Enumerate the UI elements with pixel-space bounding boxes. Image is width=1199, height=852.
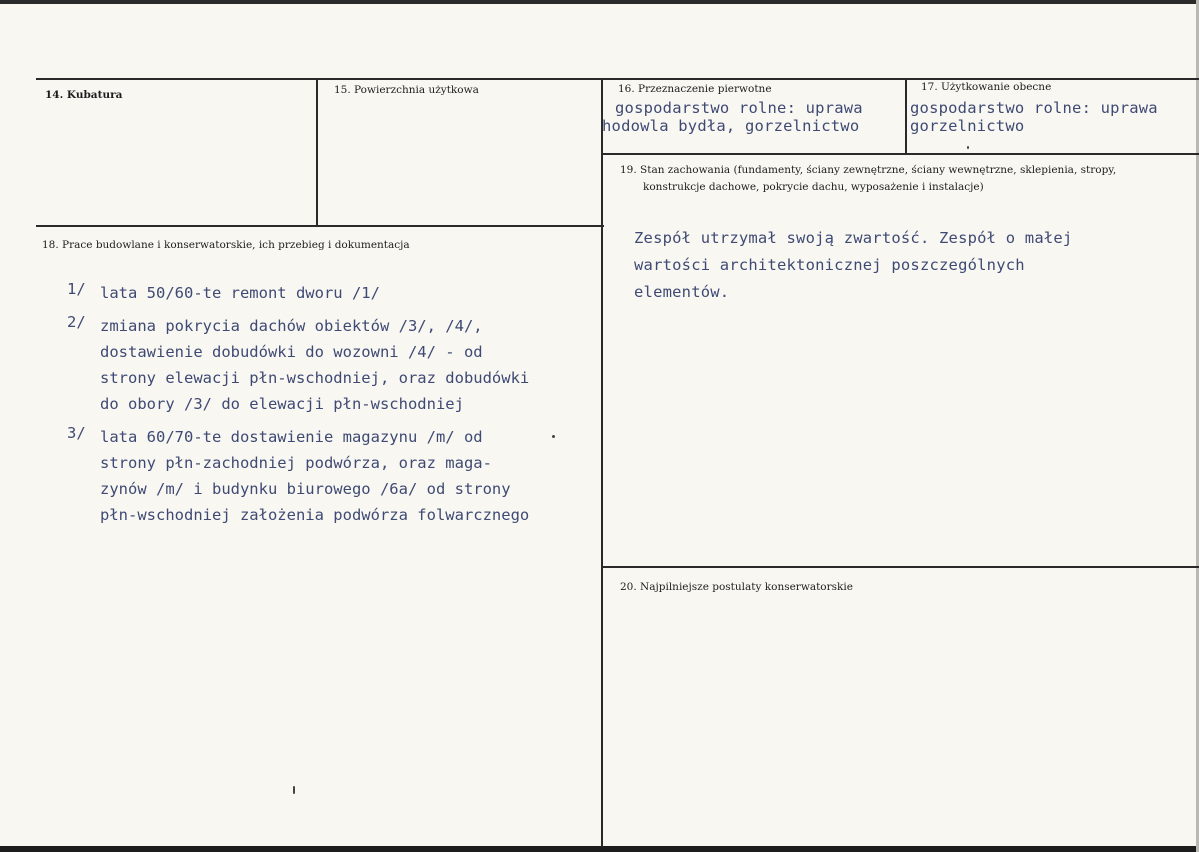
- field-19-value-line1: Zespół utrzymał swoją zwartość. Zespół o małej: [634, 229, 1073, 247]
- works-item-line: lata 50/60-te remont dworu /1/: [100, 284, 380, 302]
- row-19-top-border: [602, 153, 1199, 155]
- works-item-line: dostawienie dobudówki do wozowni /4/ - od: [100, 343, 483, 361]
- field-19-value-line2: wartości architektonicznej poszczególnych: [634, 256, 1025, 274]
- works-item-line: zynów /m/ i budynku biurowego /6a/ od strony: [100, 480, 511, 498]
- field-16-value-line1: gospodarstwo rolne: uprawa: [615, 99, 863, 117]
- field-18-works-list: [67, 280, 529, 528]
- scan-speck: [967, 146, 969, 149]
- scan-edge-top: [0, 0, 1199, 4]
- row-20-top-border: [602, 566, 1199, 568]
- row-18-top-border: [36, 225, 604, 227]
- works-item-line: zmiana pokrycia dachów obiektów /3/, /4/,: [100, 317, 483, 335]
- divider-center: [601, 78, 603, 847]
- works-item-line: do obory /3/ do elewacji płn-wschodniej: [100, 395, 464, 413]
- field-18-label: 18. Prace budowlane i konserwatorskie, ich przebieg i dokumentacja: [42, 239, 410, 251]
- works-item: [67, 424, 529, 528]
- field-19-label-line1: 19. Stan zachowania (fundamenty, ściany zewnętrzne, ściany wewnętrzne, sklepienia, stropy,: [620, 164, 1117, 176]
- field-17-label: 17. Użytkowanie obecne: [921, 81, 1052, 93]
- field-19-value-line3: elementów.: [634, 283, 730, 301]
- scan-edge-bottom: [0, 846, 1199, 852]
- field-16-value-line2: hodowla bydła, gorzelnictwo: [602, 117, 860, 135]
- row-top-border: [36, 78, 1199, 80]
- field-17-value-line2: gorzelnictwo: [910, 117, 1025, 135]
- field-20-label: 20. Najpilniejsze postulaty konserwatorskie: [620, 581, 853, 593]
- field-15-label: 15. Powierzchnia użytkowa: [334, 84, 479, 96]
- works-item-line: strony elewacji płn-wschodniej, oraz dobudówki: [100, 369, 530, 387]
- works-item-line: płn-wschodniej założenia podwórza folwarcznego: [100, 506, 530, 524]
- field-16-label: 16. Przeznaczenie pierwotne: [618, 83, 772, 95]
- divider-14-15: [316, 78, 318, 226]
- works-item-number: 1/: [67, 280, 86, 298]
- field-19-label-line2: konstrukcje dachowe, pokrycie dachu, wyposażenie i instalacje): [643, 181, 984, 193]
- works-item-line: lata 60/70-te dostawienie magazynu /m/ od: [100, 428, 483, 446]
- works-item-number: 2/: [67, 313, 86, 331]
- divider-16-17: [905, 78, 907, 154]
- works-item: [67, 280, 529, 306]
- scan-speck: [293, 786, 295, 794]
- works-item: [67, 313, 529, 417]
- works-item-number: 3/: [67, 424, 86, 442]
- scan-speck: [552, 435, 555, 438]
- works-item-line: strony płn-zachodniej podwórza, oraz maga-: [100, 454, 492, 472]
- field-14-label: 14. Kubatura: [45, 89, 123, 101]
- field-17-value-line1: gospodarstwo rolne: uprawa: [910, 99, 1158, 117]
